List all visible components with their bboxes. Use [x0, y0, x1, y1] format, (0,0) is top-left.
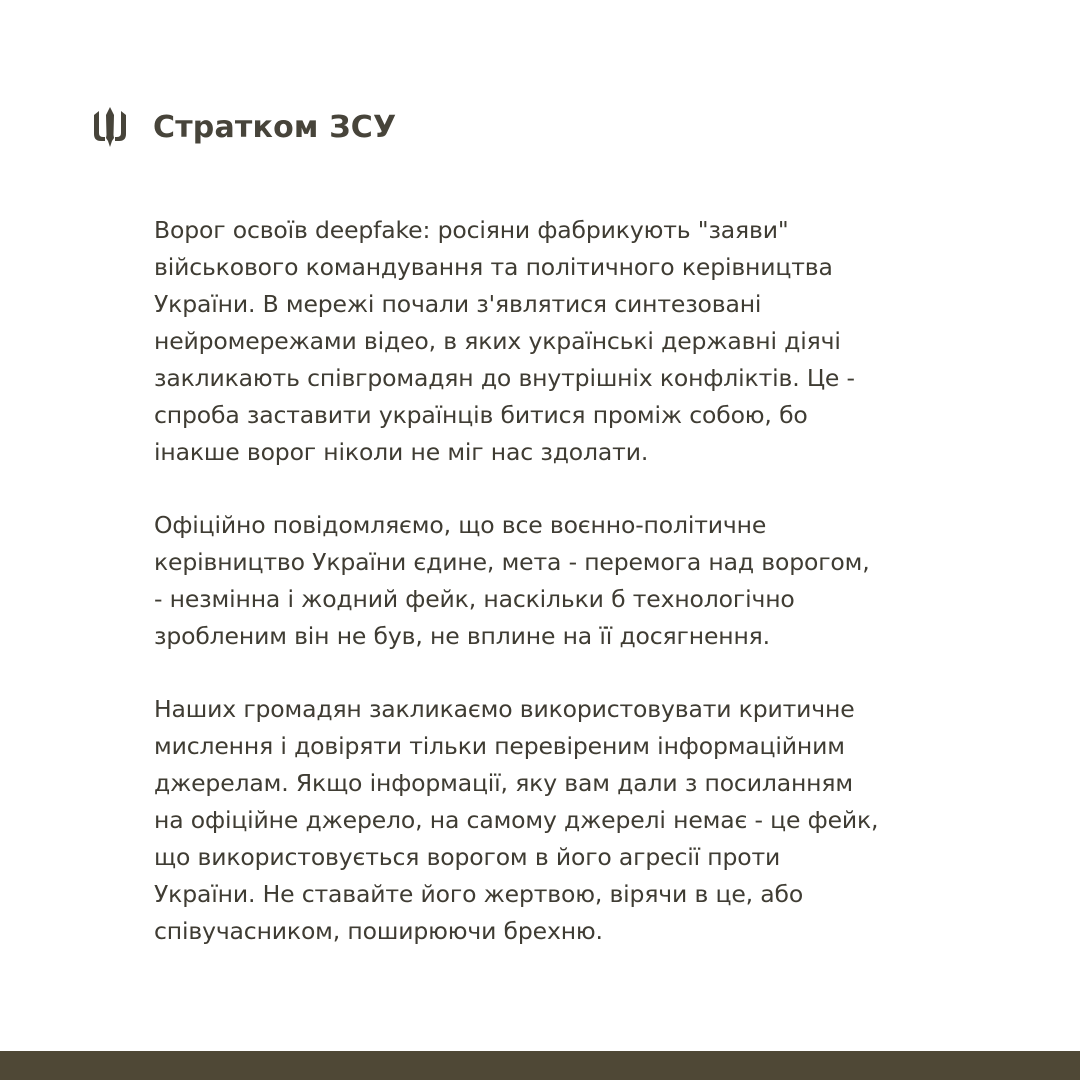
text-line: спроба заставити українців битися проміж собою, бо: [154, 401, 808, 429]
paragraph-citizen-appeal: [154, 691, 984, 950]
text-line: керівництво України єдине, мета - перемога над ворогом,: [154, 548, 870, 576]
text-line: співучасником, поширюючи брехню.: [154, 917, 603, 945]
text-line: Наших громадян закликаємо використовувати критичне: [154, 695, 855, 723]
text-line: зробленим він не був, не вплине на її досягнення.: [154, 622, 770, 650]
text-line: України. Не ставайте його жертвою, вірячи в це, або: [154, 880, 804, 908]
text-line: мислення і довіряти тільки перевіреним інформаційним: [154, 732, 845, 760]
statement-body: [154, 212, 984, 986]
text-line: Ворог освоїв deepfake: росіяни фабрикують "заяви": [154, 216, 789, 244]
brand-title: Стратком ЗСУ: [153, 110, 397, 145]
trident-icon: [93, 107, 127, 149]
paragraph-official-statement: [154, 507, 984, 655]
paragraph-deepfake-warning: [154, 212, 984, 471]
text-line: що використовується ворогом в його агресії проти: [154, 843, 781, 871]
text-line: інакше ворог ніколи не міг нас здолати.: [154, 438, 649, 466]
text-line: джерелам. Якщо інформації, яку вам дали з посиланням: [154, 769, 853, 797]
text-line: військового командування та політичного керівництва: [154, 253, 833, 281]
text-line: на офіційне джерело, на самому джерелі немає - це фейк,: [154, 806, 879, 834]
footer-band: [0, 1051, 1080, 1080]
text-line: закликають співгромадян до внутрішніх конфліктів. Це -: [154, 364, 855, 392]
text-line: України. В мережі почали з'являтися синтезовані: [154, 290, 762, 318]
text-line: нейромережами відео, в яких українські державні діячі: [154, 327, 841, 355]
text-line: Офіційно повідомляємо, що все воєнно-політичне: [154, 511, 767, 539]
header: [93, 104, 396, 152]
text-line: - незмінна і жодний фейк, наскільки б технологічно: [154, 585, 795, 613]
